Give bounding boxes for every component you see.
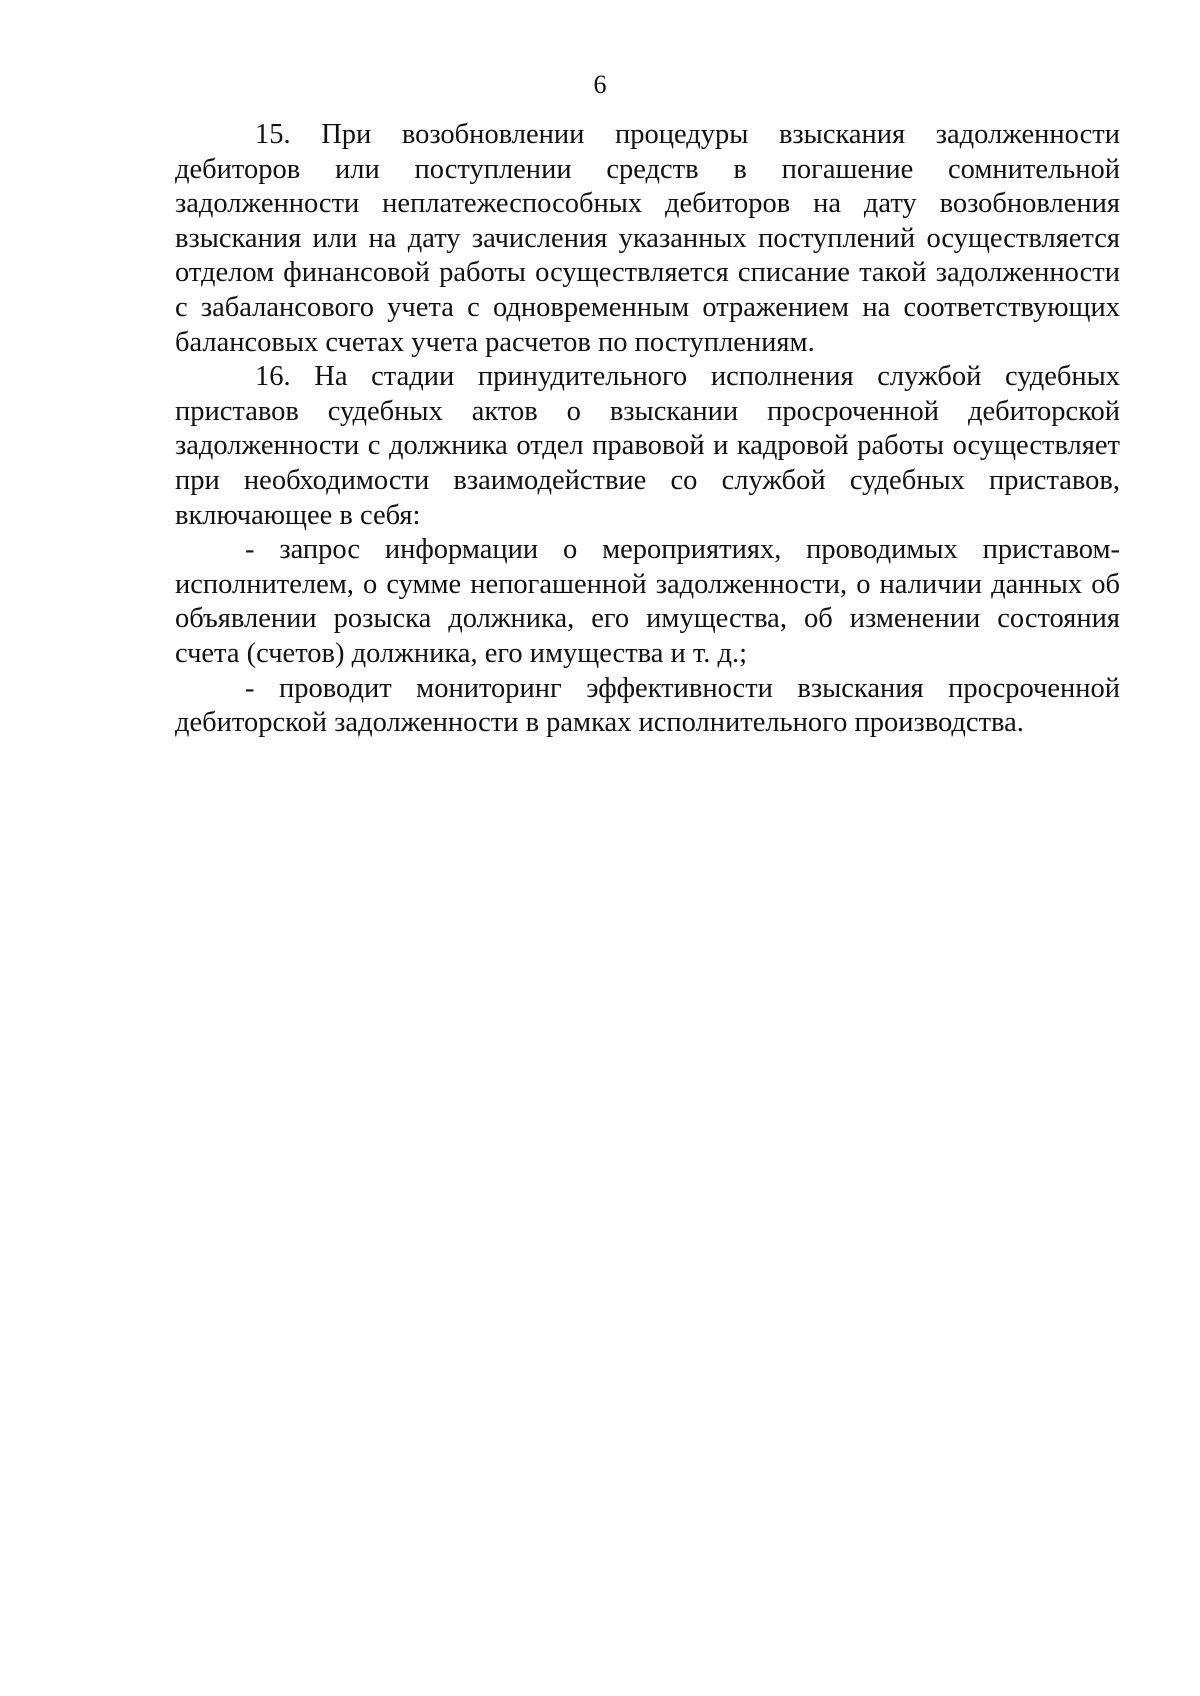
document-body [175,118,1120,741]
list-item-information-request: - запрос информации о мероприятиях, проводимых приставом-исполнителем, о сумме непогашенной задолженности, о наличии данных об объявлении розыска должника, его имущества, об изменении состояния счета (счетов) должника, его имущества и т. д.; [175,534,1120,669]
page-number: 6 [593,70,607,99]
list-item-monitoring: - проводит мониторинг эффективности взыскания просроченной дебиторской задолженности в рамках исполнительного производства. [175,672,1120,739]
paragraph-15: 15. При возобновлении процедуры взыскания задолженности дебиторов или поступлении средств в погашение сомнительной задолженности неплатежеспособных дебиторов на дату возобновления взыскания или на дату зачисления указанных поступлений осуществляется отделом финансовой работы осуществляется списание такой задолженности с забалансового учета с одновременным отражением на соответствующих балансовых счетах учета расчетов по поступлениям. [175,119,1120,358]
paragraph-16: 16. На стадии принудительного исполнения службой судебных приставов судебных актов о взыскании просроченной дебиторской задолженности с должника отдел правовой и кадровой работы осуществляет при необходимости взаимодействие со службой судебных приставов, включающее в себя: [175,361,1120,531]
